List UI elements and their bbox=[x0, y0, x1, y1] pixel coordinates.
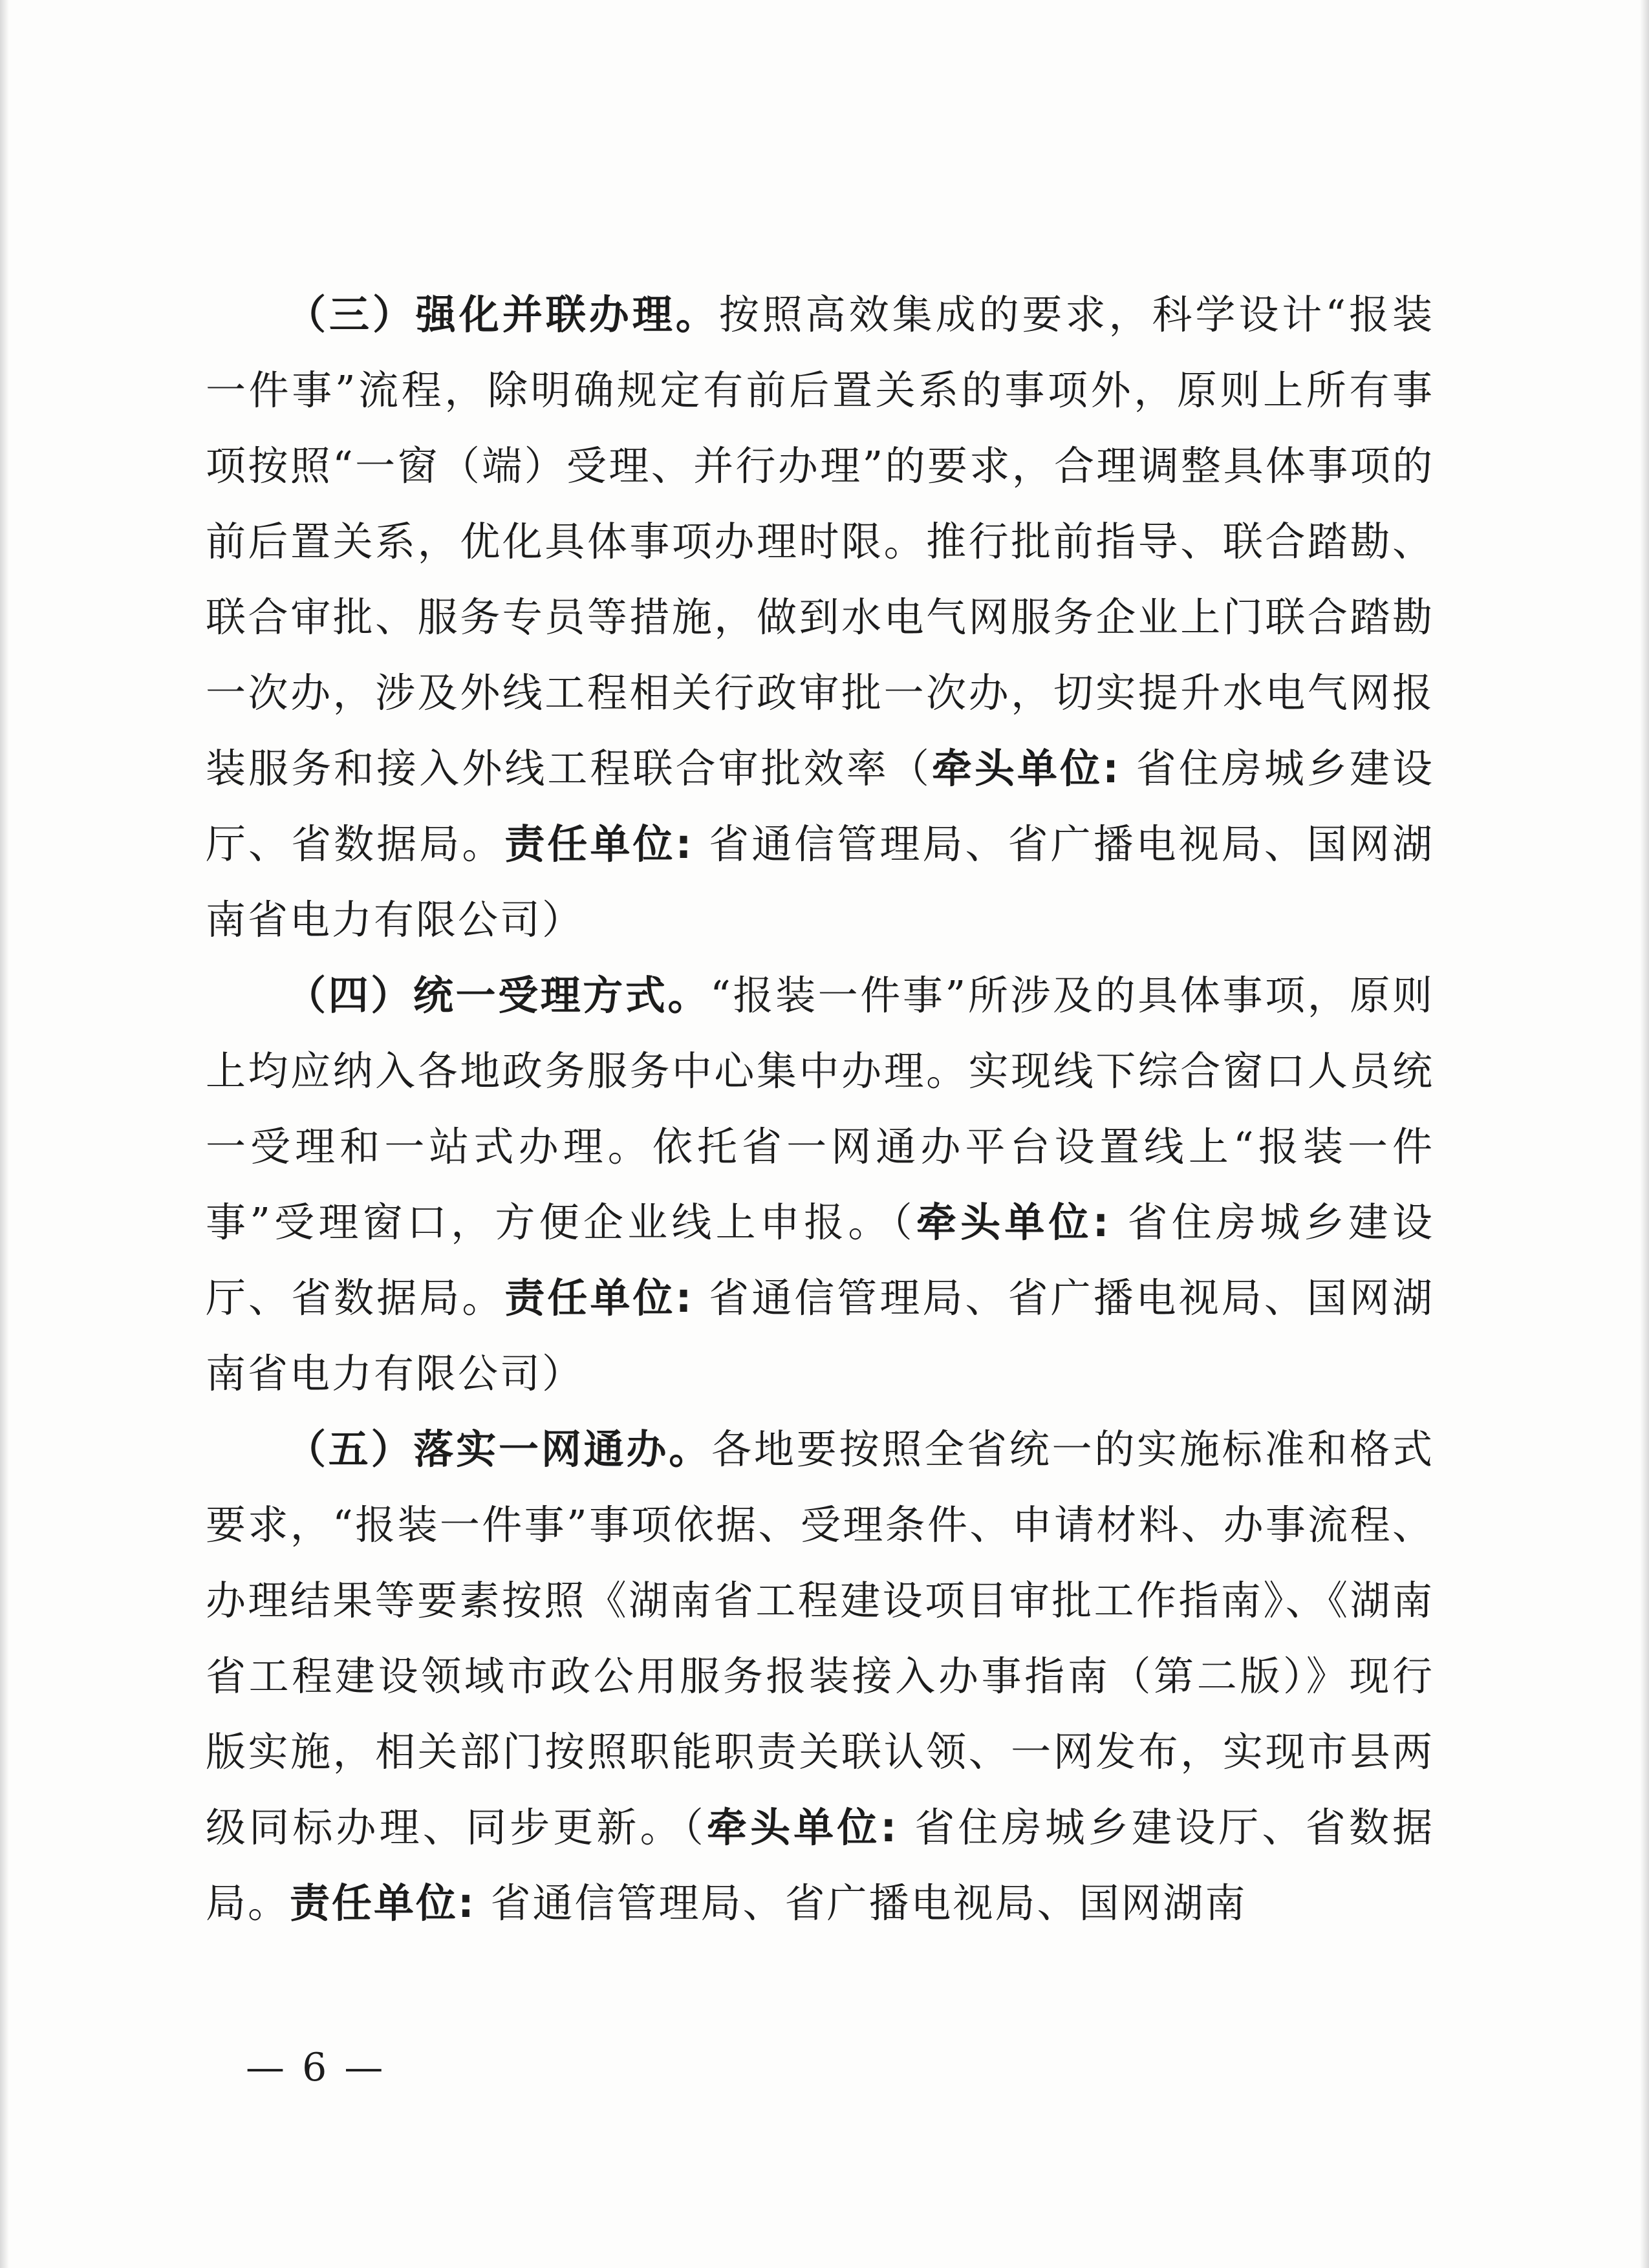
scan-edge-left bbox=[0, 0, 9, 2268]
lead-units: 省住房城乡建设厅、省数据局。 bbox=[206, 1199, 1434, 1321]
responsible-unit-label: 责任单位: bbox=[504, 820, 694, 868]
paragraph-body: 各地要按照全省统一的实施标准和格式要求，“报装一件事”事项依据、受理条件、申请材料、办事流程、办理结果等要素按照《湖南省工程建设项目审批工作指南》、《湖南省工程建设领域市政公用服务报装接入办事指南（第二版）》现行版实施，相关部门按照职能职责关联认领、一网发布，实现市县两级同标办理、同步更新。（ bbox=[206, 1426, 1434, 1851]
scan-edge-right bbox=[1640, 0, 1649, 2268]
lead-units: 省住房城乡建设厅、省数据局。 bbox=[206, 745, 1434, 868]
lead-unit-label: 牵头单位: bbox=[916, 1199, 1111, 1246]
paragraph-heading: （五）落实一网通办。 bbox=[286, 1426, 712, 1473]
lead-unit-label: 牵头单位: bbox=[706, 1804, 899, 1851]
responsible-units: 省通信管理局、省广播电视局、国网湖南 bbox=[475, 1879, 1247, 1927]
paragraph-heading: （三）强化并联办理。 bbox=[286, 291, 719, 338]
responsible-unit-label: 责任单位: bbox=[504, 1274, 694, 1321]
lead-unit-label: 牵头单位: bbox=[931, 745, 1121, 792]
paragraph-one-network-service bbox=[206, 1411, 1434, 1941]
responsible-unit-label: 责任单位: bbox=[290, 1879, 476, 1927]
responsible-units: 省通信管理局、省广播电视局、国网湖南省电力有限公司） bbox=[206, 820, 1434, 943]
lead-units: 省住房城乡建设厅、省数据局。 bbox=[206, 1804, 1434, 1927]
responsible-units: 省通信管理局、省广播电视局、国网湖南省电力有限公司） bbox=[206, 1274, 1434, 1397]
paragraph-unified-acceptance bbox=[206, 957, 1434, 1411]
paragraph-body: 按照高效集成的要求，科学设计“报装一件事”流程，除明确规定有前后置关系的事项外，原则上所有事项按照“一窗（端）受理、并行办理”的要求，合理调整具体事项的前后置关系，优化具体事项办理时限。推行批前指导、联合踏勘、联合审批、服务专员等措施，做到水电气网服务企业上门联合踏勘一次办，涉及外线工程相关行政审批一次办，切实提升水电气网报装服务和接入外线工程联合审批效率（ bbox=[206, 291, 1434, 792]
paragraph-strengthen-parallel-processing bbox=[206, 277, 1434, 957]
paragraph-heading: （四）统一受理方式。 bbox=[286, 972, 711, 1019]
body-text bbox=[206, 277, 1434, 1941]
paragraph-body: “报装一件事”所涉及的具体事项，原则上均应纳入各地政务服务中心集中办理。实现线下综合窗口人员统一受理和一站式办理。依托省一网通办平台设置线上“报装一件事”受理窗口，方便企业线上申报。（ bbox=[206, 972, 1434, 1246]
page-number: — 6 — bbox=[246, 2045, 386, 2090]
